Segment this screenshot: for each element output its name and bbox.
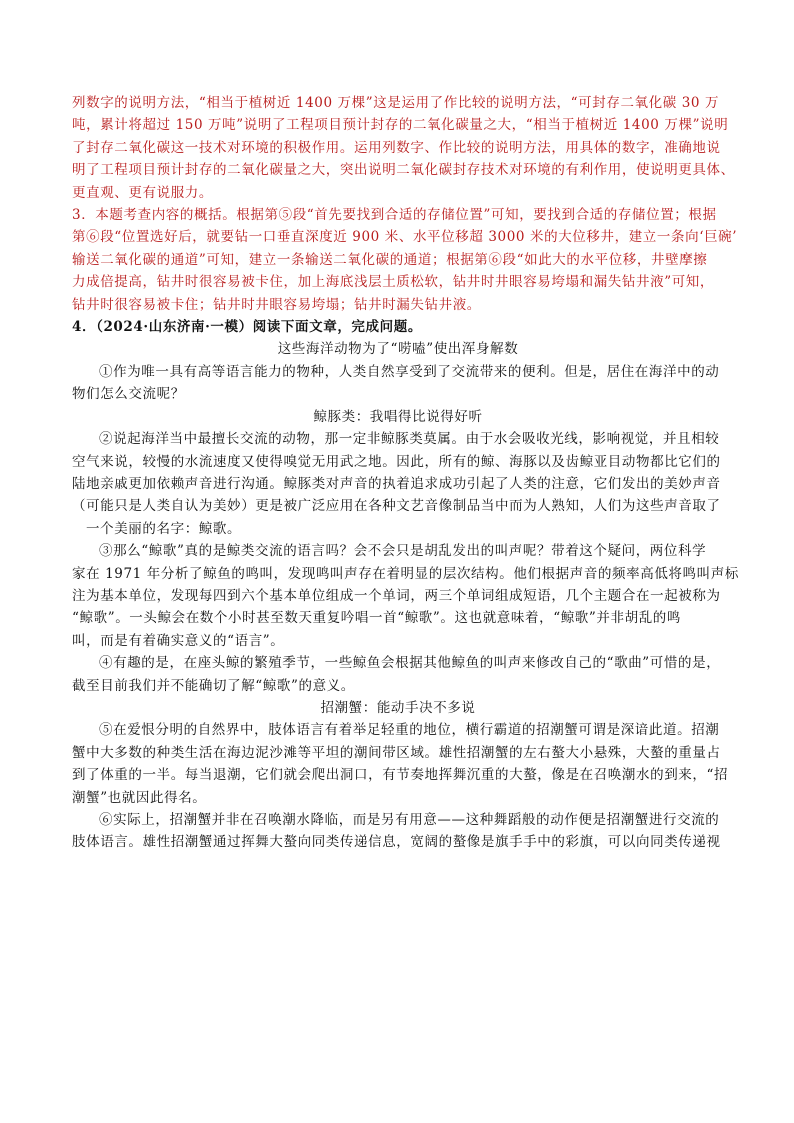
answer-text: 力成倍提高，钻井时很容易被卡住，加上海底浅层土质松软，钻井时井眼容易垮塌和漏失钻井液”可知，	[72, 274, 714, 291]
paragraph-line: 陆地亲戚更加依赖声音进行沟通。鲸豚类对声音的执着追求成功引起了人类的注意，它们发出的美妙声音	[72, 475, 721, 492]
section-heading-whales: 鲸豚类：我唱得比说得好听	[313, 408, 483, 425]
answer-text: 列数字的说明方法，“相当于植树近 1400 万棵”这是运用了作比较的说明方法，“可封存二氧化碳 30 万	[72, 95, 720, 111]
paragraph-4	[72, 652, 724, 697]
paragraph-line: ①作为唯一具有高等语言能力的物种，人类自然享受到了交流带来的便利。但是，居住在海洋中的动	[99, 363, 720, 380]
answer-text: 输送二氧化碳的通道”可知，建立一条输送二氧化碳的通道；根据第⑥段“如此大的水平位移，井壁摩擦	[72, 251, 708, 268]
document-page	[72, 92, 739, 854]
question-header: 4．（2024·山东济南·一模）阅读下面文章，完成问题。	[72, 319, 422, 336]
paragraph-line: 叫，而是有着确实意义的“语言”。	[72, 632, 285, 649]
paragraph-line: 潮蟹”也就因此得名。	[72, 789, 207, 806]
answer-text: 第⑥段“位置选好后，就要钻一口垂直深度近 900 米、水平位移超 3000 米的大位移井，建立一条向‘巨碗’	[72, 229, 738, 246]
answer-text: 明了工程项目预计封存的二氧化碳量之大，突出说明二氧化碳封存技术对环境的有利作用，使说明更具体、	[72, 162, 735, 179]
paragraph-line: 到了体重的一半。每当退潮，它们就会爬出洞口，有节奏地挥舞沉重的大螯，像是在召唤潮水的到来，“招	[72, 767, 729, 784]
answer-line	[72, 294, 724, 316]
answer-text: 钻井时很容易被卡住；钻井时井眼容易垮塌；钻井时漏失钻井液。	[72, 296, 481, 313]
answer-paragraph-2	[72, 92, 735, 204]
paragraph-1	[72, 361, 724, 406]
answer-line	[72, 226, 738, 248]
answer-line	[72, 249, 724, 271]
paragraph-line: 家在 1971 年分析了鲸鱼的鸣叫，发现鸣叫声存在着明显的层次结构。他们根据声音的频率高低将鸣叫声标	[72, 565, 739, 582]
answer-paragraph-3	[72, 204, 738, 316]
answer-line	[72, 92, 724, 114]
answer-line	[72, 159, 735, 181]
paragraph-line: 空气来说，较慢的水流速度又使得嗅觉无用武之地。因此，所有的鲸、海豚以及齿鲸亚目动物都比它们的	[72, 453, 721, 470]
paragraph-line: ③那么“鲸歌”真的是鲸类交流的语言吗？会不会只是胡乱发出的叫声呢？带着这个疑问，两位科学	[99, 543, 707, 560]
paragraph-line: （可能只是人类自认为美妙）更是被广泛应用在各种文艺音像制品当中而为人熟知，人们为这些声音取了	[72, 498, 721, 515]
section-heading-crabs: 招潮蟹：能动手决不多说	[320, 699, 476, 716]
answer-text: 吨，累计将超过 150 万吨”说明了工程项目预计封存的二氧化碳量之大，“相当于植树近 1400 万棵”说明	[72, 117, 729, 134]
paragraph-line: 物们怎么交流呢？	[72, 386, 185, 403]
paragraph-2	[72, 428, 724, 540]
answer-line	[72, 114, 729, 136]
paragraph-line: 肢体语言。雄性招潮蟹通过挥舞大螯向同类传递信息，宽阔的螯像是旗手手中的彩旗，可以向同类传递视	[72, 834, 721, 851]
paragraph-6	[72, 809, 724, 854]
answer-text: 3．本题考查内容的概括。根据第⑤段“首先要找到合适的存储位置”可知，要找到合适的存储位置；根据	[72, 207, 717, 224]
paragraph-3	[72, 540, 739, 652]
paragraph-line: ④有趣的是，在座头鲸的繁殖季节，一些鲸鱼会根据其他鲸鱼的叫声来修改自己的“歌曲”可惜的是，	[99, 655, 721, 672]
article-title: 这些海洋动物为了“唠嗑”使出浑身解数	[277, 341, 519, 358]
answer-line	[72, 137, 724, 159]
answer-line	[72, 204, 724, 226]
answer-text: 了封存二氧化碳这一技术对环境的积极作用。运用列数字、作比较的说明方法，用具体的数字，准确地说	[72, 139, 721, 156]
paragraph-line: ⑥实际上，招潮蟹并非在召唤潮水降临，而是另有用意——这种舞蹈般的动作便是招潮蟹进行交流的	[99, 812, 720, 828]
paragraph-line: 蟹中大多数的种类生活在海边泥沙滩等平坦的潮间带区域。雄性招潮蟹的左右螯大小悬殊，大螯的重量占	[72, 744, 721, 761]
answer-line	[72, 271, 724, 293]
paragraph-line: 注为基本单位，发现每四到六个基本单位组成一个单词，两三个单词组成短语，几个主题合在一起被称为	[72, 587, 721, 604]
paragraph-line: 一个美丽的名字：鲸歌。	[86, 520, 242, 537]
paragraph-line: ②说起海洋当中最擅长交流的动物，那一定非鲸豚类莫属。由于水会吸收光线，影响视觉，并且相较	[99, 431, 720, 448]
paragraph-line: 截至目前我们并不能确切了解“鲸歌”的意义。	[72, 677, 355, 694]
paragraph-5	[72, 719, 729, 809]
answer-text: 更直观、更有说服力。	[72, 184, 213, 201]
answer-line	[72, 182, 724, 204]
paragraph-line: ⑤在爱恨分明的自然界中，肢体语言有着举足轻重的地位，横行霸道的招潮蟹可谓是深谙此道。招潮	[99, 722, 720, 739]
paragraph-line: “鲸歌”。一头鲸会在数个小时甚至数天重复吟唱一首“鲸歌”。这也就意味着，“鲸歌”并非胡乱的鸣	[72, 610, 682, 627]
